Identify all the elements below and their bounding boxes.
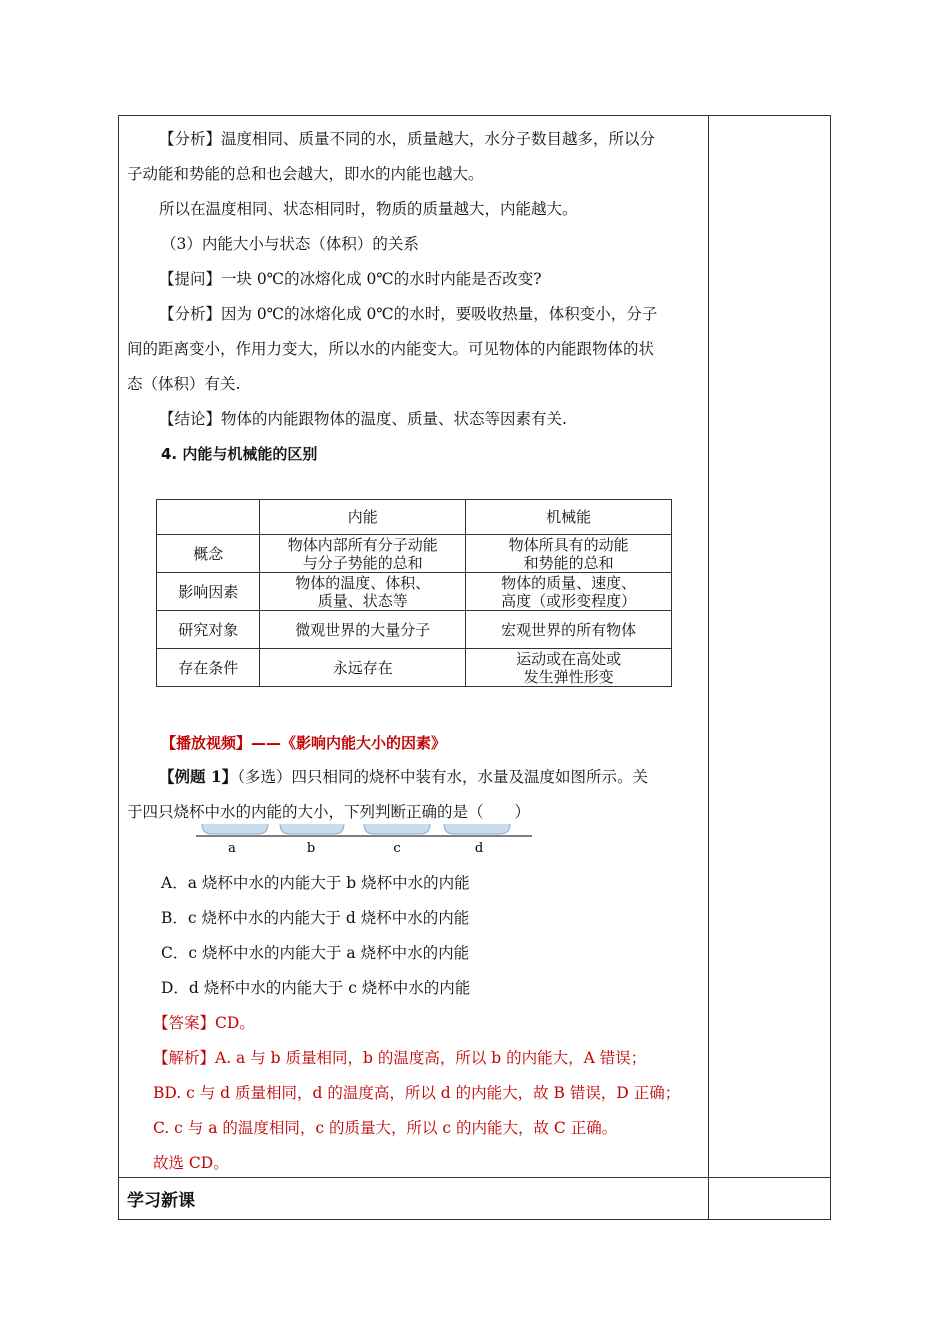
- beaker-b-icon: [280, 824, 344, 834]
- table-row-label: 概念: [157, 535, 260, 573]
- table-cell: [466, 535, 672, 573]
- cell-line: 发生弹性形变: [523, 667, 614, 686]
- table-row: [157, 535, 672, 573]
- cell-line: 质量、状态等: [317, 591, 408, 610]
- option-b: B．c 烧杯中水的内能大于 d 烧杯中水的内能: [161, 909, 470, 927]
- section-title: 学习新课: [127, 1191, 195, 1211]
- option-d: D．d 烧杯中水的内能大于 c 烧杯中水的内能: [161, 979, 471, 997]
- analysis-line-1: 【分析】温度相同、质量不同的水，质量越大，水分子数目越多，所以分: [159, 130, 656, 148]
- cell-line: 与分子势能的总和: [302, 553, 423, 572]
- figure-label-c: c: [393, 841, 401, 856]
- table-row: [157, 573, 672, 611]
- table-row-label: 存在条件: [157, 649, 260, 687]
- column-divider: [708, 115, 709, 1220]
- table-cell: 宏观世界的所有物体: [466, 611, 672, 649]
- heading-4: 4. 内能与机械能的区别: [161, 445, 318, 463]
- analysis2-line-3: 态（体积）有关.: [127, 375, 241, 393]
- cell-line: 物体的温度、体积、: [295, 573, 431, 592]
- table-cell: [466, 649, 672, 687]
- row-divider: [118, 1177, 831, 1178]
- figure-label-b: b: [306, 841, 316, 856]
- example-line-1: [159, 767, 648, 787]
- table-row-label: 影响因素: [157, 573, 260, 611]
- beaker-d-icon: [444, 824, 510, 834]
- table-header-row: [157, 500, 672, 535]
- cell-line: 运动或在高处或: [516, 649, 622, 668]
- explanation-line-2: BD. c 与 d 质量相同，d 的温度高，所以 d 的内能大，故 B 错误，D 正确；: [153, 1084, 681, 1102]
- answer-line: 【答案】CD。: [153, 1014, 255, 1032]
- example-text: （多选）四只相同的烧杯中装有水，水量及温度如图所示。关: [237, 768, 648, 786]
- cell-line: 物体所具有的动能: [508, 535, 629, 554]
- table-row-label: 研究对象: [157, 611, 260, 649]
- table-row: [157, 611, 672, 649]
- subheading-state: （3）内能大小与状态（体积）的关系: [161, 235, 419, 253]
- table-header-cell: [157, 500, 260, 535]
- video-link[interactable]: 【播放视频】——《影响内能大小的因素》: [161, 734, 447, 752]
- question-line: 【提问】一块 0℃的冰熔化成 0℃的水时内能是否改变?: [159, 270, 542, 288]
- analysis-line-2: 子动能和势能的总和也会越大，即水的内能也越大。: [127, 165, 484, 183]
- beaker-a-icon: [202, 824, 268, 834]
- table-cell: [260, 535, 466, 573]
- table-cell: 微观世界的大量分子: [260, 611, 466, 649]
- explanation-line-1: 【解析】A. a 与 b 质量相同，b 的温度高，所以 b 的内能大，A 错误；: [153, 1049, 647, 1067]
- explanation-line-4: 故选 CD。: [153, 1154, 229, 1172]
- table-cell: [260, 573, 466, 611]
- cell-line: 物体内部所有分子动能: [287, 535, 438, 554]
- example-tag: 【例题 1】: [159, 767, 238, 786]
- cell-line: 高度（或形变程度）: [501, 591, 637, 610]
- table-header-cell: 内能: [260, 500, 466, 535]
- figure-label-a: a: [228, 841, 236, 856]
- table-header-cell: 机械能: [466, 500, 672, 535]
- cell-line: 物体的质量、速度、: [501, 573, 637, 592]
- option-c: C．c 烧杯中水的内能大于 a 烧杯中水的内能: [161, 944, 470, 962]
- table-cell: 永远存在: [260, 649, 466, 687]
- option-a: A．a 烧杯中水的内能大于 b 烧杯中水的内能: [161, 874, 470, 892]
- beaker-c-icon: [364, 824, 430, 834]
- analysis-conclusion: 所以在温度相同、状态相同时，物质的质量越大，内能越大。: [159, 200, 578, 218]
- comparison-table: [156, 499, 672, 687]
- explanation-line-3: C. c 与 a 的温度相同，c 的质量大，所以 c 的内能大，故 C 正确。: [153, 1119, 618, 1137]
- cell-line: 和势能的总和: [523, 553, 614, 572]
- table-cell: [466, 573, 672, 611]
- conclusion-line: 【结论】物体的内能跟物体的温度、质量、状态等因素有关.: [159, 410, 567, 428]
- analysis2-line-2: 间的距离变小，作用力变大，所以水的内能变大。可见物体的内能跟物体的状: [127, 340, 655, 358]
- table-row: [157, 649, 672, 687]
- beakers-figure: [196, 822, 532, 858]
- analysis2-line-1: 【分析】因为 0℃的冰熔化成 0℃的水时，要吸收热量，体积变小，分子: [159, 305, 658, 323]
- figure-label-d: d: [474, 841, 484, 856]
- example-line-2: 于四只烧杯中水的内能的大小，下列判断正确的是（ ）: [127, 803, 531, 821]
